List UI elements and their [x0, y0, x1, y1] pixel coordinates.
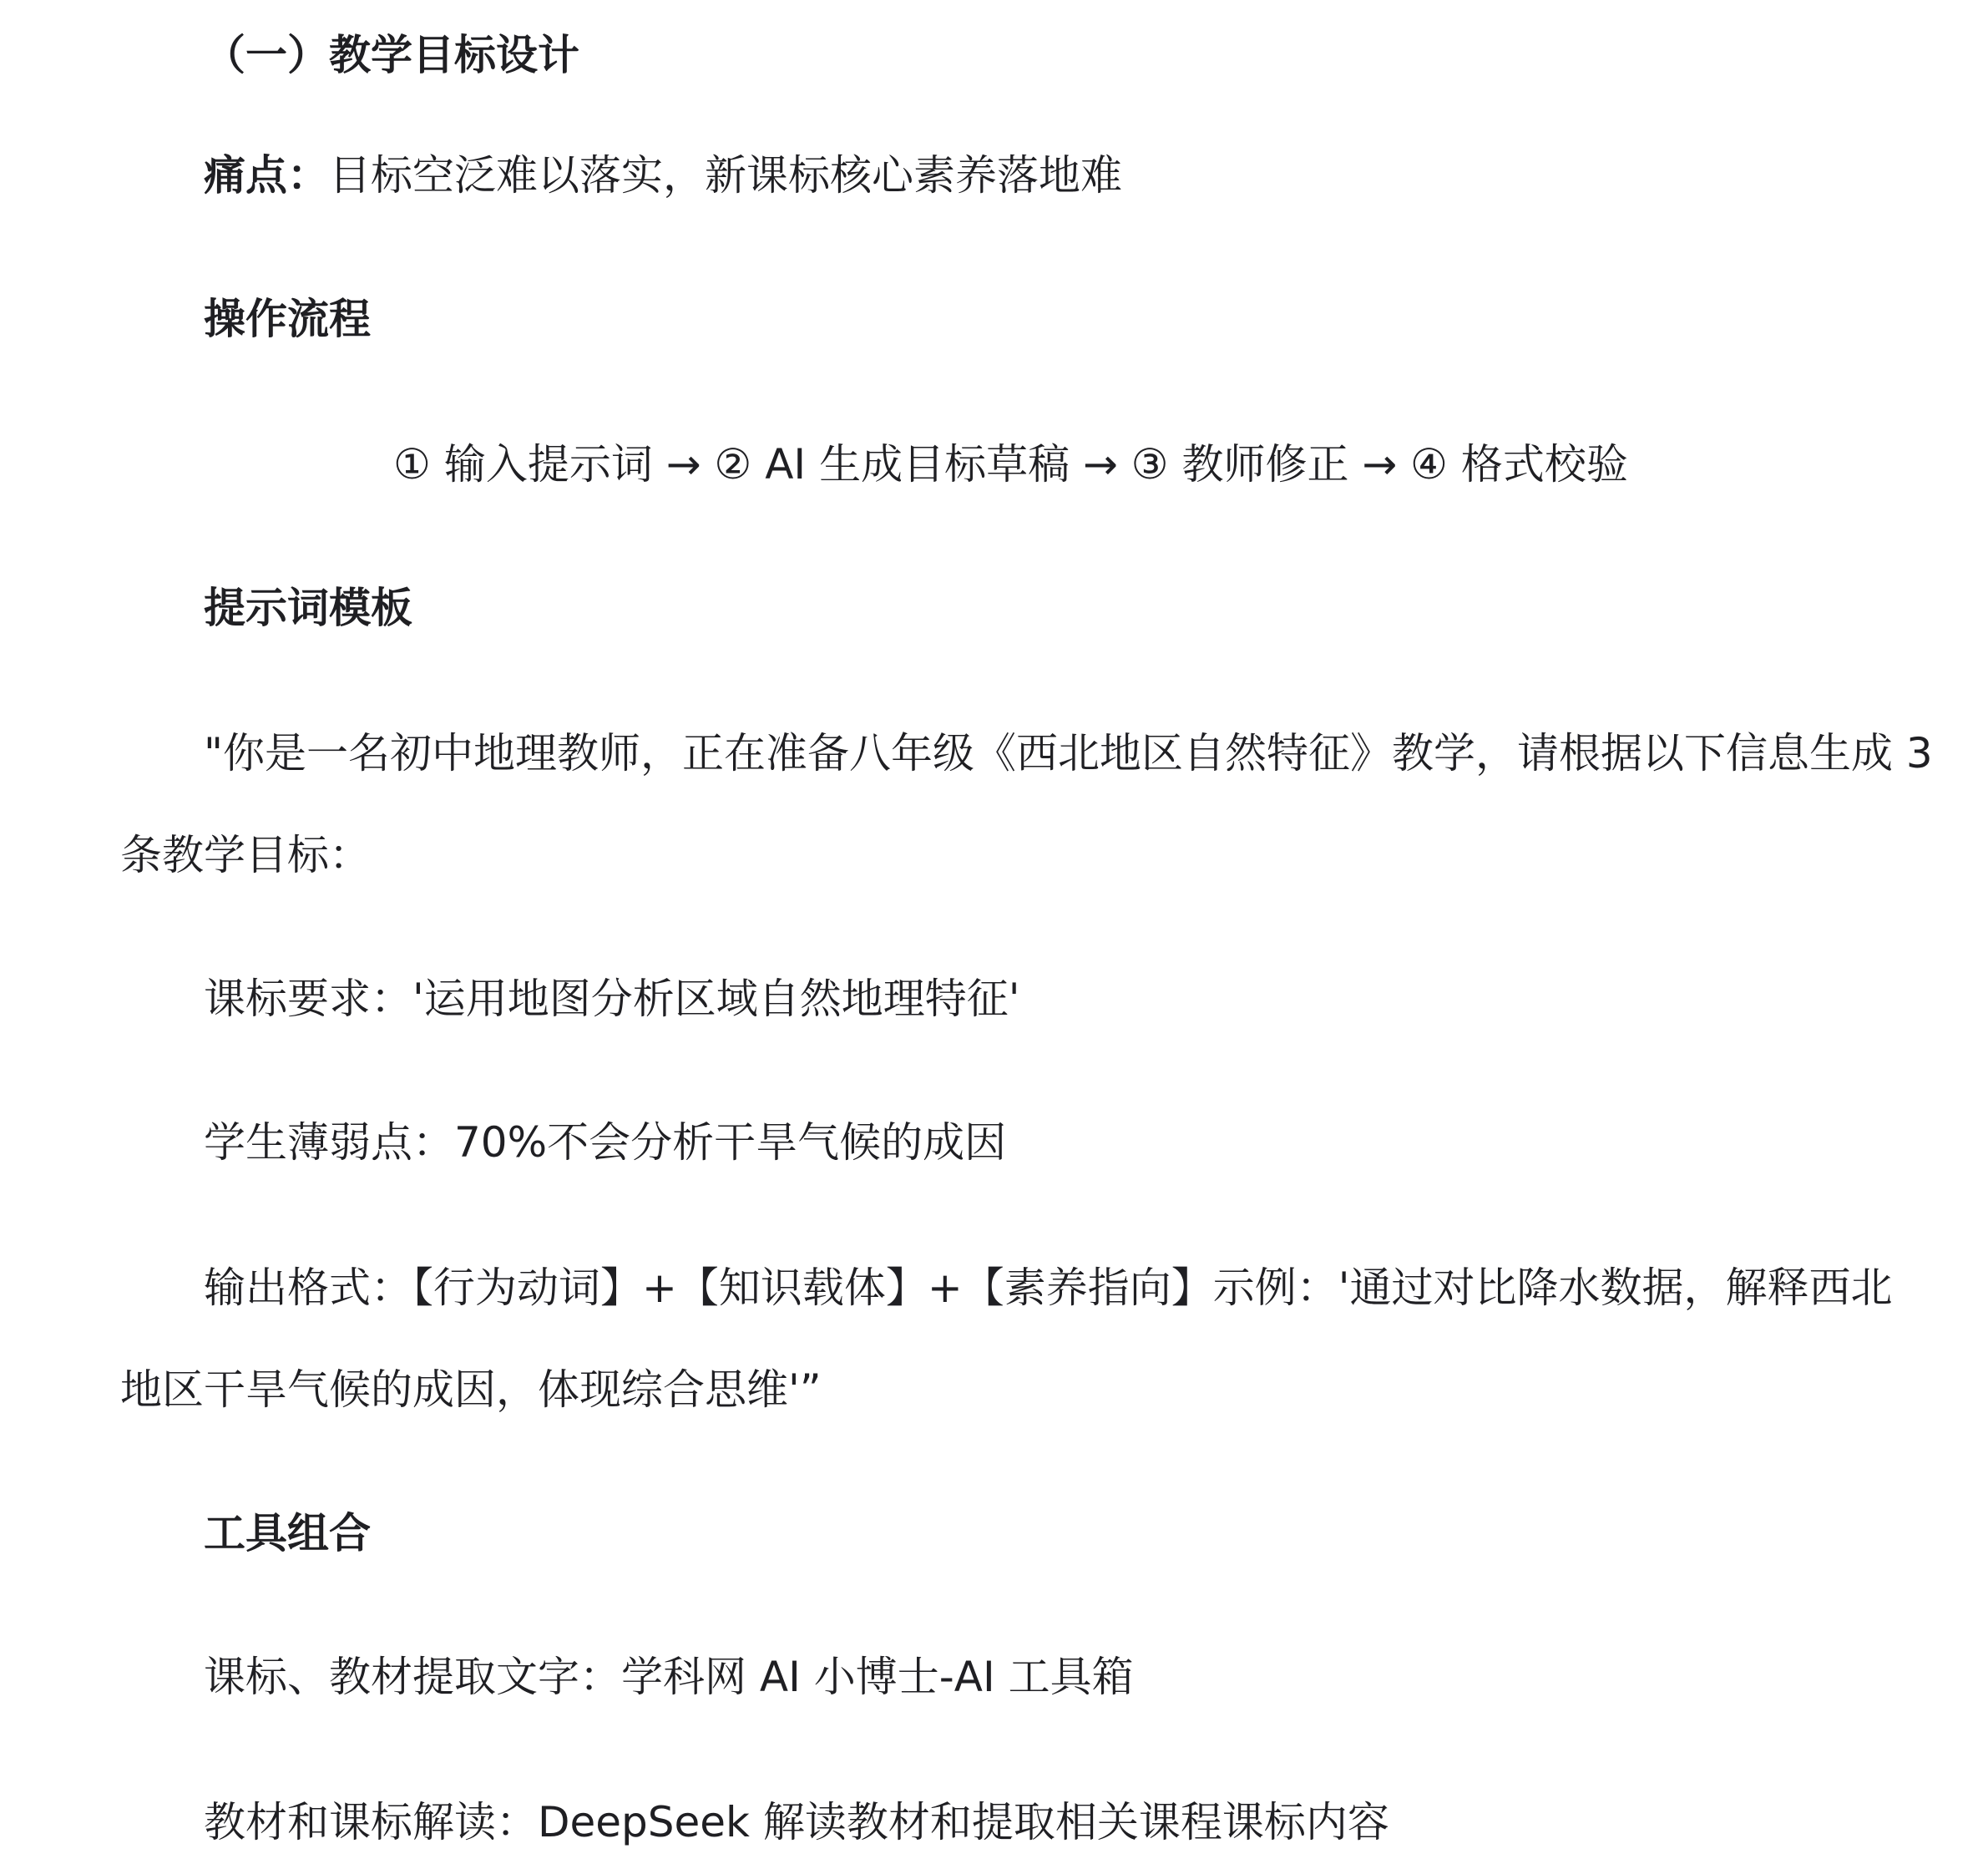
- tool-item-2: 教材和课标解读：DeepSeek 解读教材和提取相关课程课标内容: [204, 1798, 1389, 1846]
- pain-point-label: 痛点：: [204, 151, 329, 200]
- tool-item-1: 课标、教材提取文字：学科网 AI 小博士-AI 工具箱: [204, 1653, 1134, 1701]
- prompt-intro-line-2: 条教学目标：: [120, 831, 371, 879]
- prompt-template-heading: 提示词模板: [204, 584, 412, 632]
- prompt-intro-line-1: "你是一名初中地理教师，正在准备八年级《西北地区自然特征》教学，请根据以下信息生成 3: [204, 729, 1933, 777]
- curriculum-requirement: 课标要求：'运用地图分析区域自然地理特征': [204, 975, 1020, 1023]
- student-weakness: 学生薄弱点：70%不会分析干旱气候的成因: [204, 1118, 1007, 1167]
- output-format-line-2: 地区干旱气候的成因，体现综合思维'”: [120, 1365, 822, 1414]
- tool-combo-heading: 工具组合: [204, 1509, 371, 1557]
- pain-point-paragraph: [204, 150, 1122, 200]
- output-format-line-1: 输出格式：【行为动词】+【知识载体】+【素养指向】示例：'通过对比降水数据，解释西北: [204, 1264, 1893, 1312]
- workflow-heading: 操作流程: [204, 295, 371, 343]
- pain-point-text: 目标空泛难以落实，新课标核心素养落地难: [329, 151, 1122, 200]
- workflow-steps: ① 输入提示词 → ② AI 生成目标草稿 → ③ 教师修正 → ④ 格式校验: [393, 440, 1628, 489]
- section-heading: （一）教学目标设计: [204, 31, 579, 79]
